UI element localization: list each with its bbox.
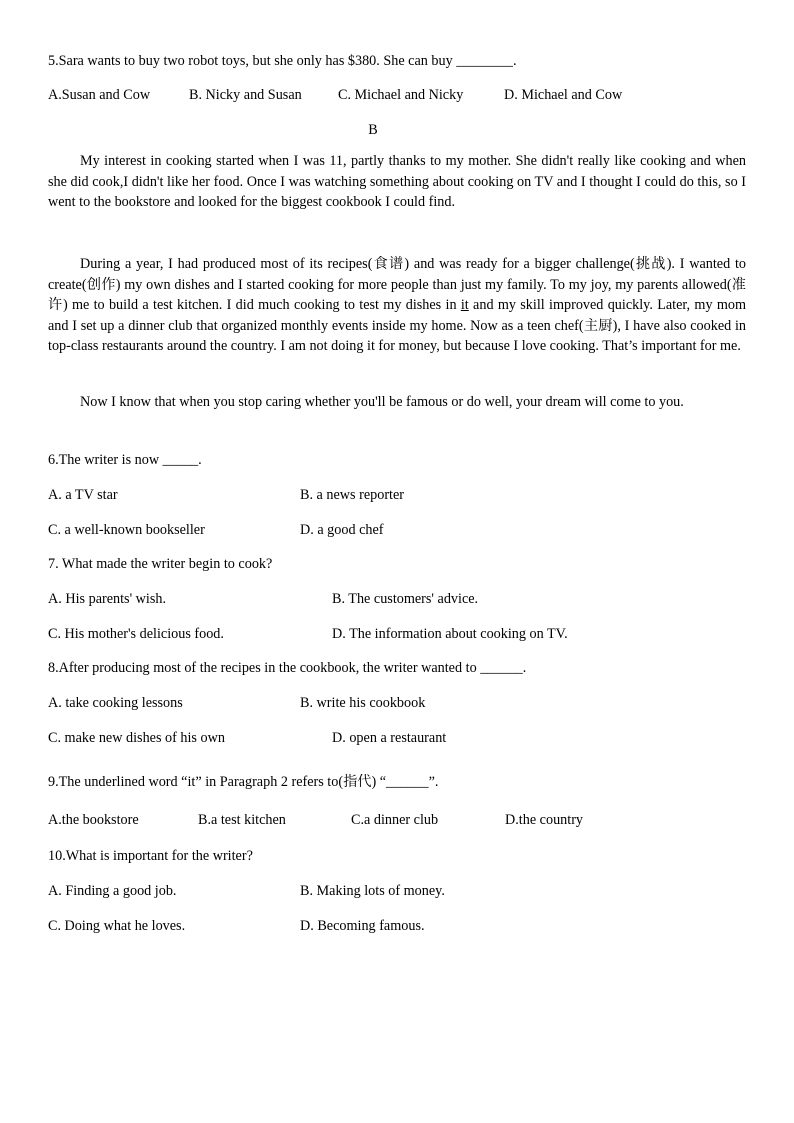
passage-paragraph-3 xyxy=(48,392,746,413)
question-10-option-c: C. Doing what he loves. xyxy=(48,918,186,934)
question-9-option-d: D.the country xyxy=(505,812,584,828)
question-9-option-a: A.the bookstore xyxy=(48,812,139,828)
passage-paragraph-2-text-before: During a year, I had produced most of its recipes(食谱) and was ready for a bigger challenge(挑战). I wanted to create(创作) my own dishes and I started cooking for more people than just my family. To my joy, my parents allowed(准许) me to build a test kitchen. I did much cooking to test my dishes in xyxy=(48,256,746,313)
question-7-option-b: B. The customers' advice. xyxy=(332,591,479,607)
question-7-option-c: C. His mother's delicious food. xyxy=(48,626,224,642)
question-9-option-b: B.a test kitchen xyxy=(198,812,286,828)
question-7-stem: 7. What made the writer begin to cook? xyxy=(48,556,273,572)
question-9-option-c: C.a dinner club xyxy=(351,812,439,828)
question-8-option-c: C. make new dishes of his own xyxy=(48,730,225,746)
question-5-option-a: A.Susan and Cow xyxy=(48,87,151,103)
passage-paragraph-2-text-after: and my skill improved quickly. Later, my mom and I set up a dinner club that organized monthly events inside my home. Now as a teen chef(主厨), I have also cooked in top-class restaurants around the country. I am not doing it for money, but because I love cooking. That’s important for me. xyxy=(48,297,747,354)
question-9-stem: 9.The underlined word “it” in Paragraph 2 refers to(指代) “______”. xyxy=(48,774,439,790)
question-6-option-c: C. a well-known bookseller xyxy=(48,522,205,538)
question-6-option-d: D. a good chef xyxy=(300,522,384,538)
section-heading: B xyxy=(368,122,378,138)
question-8-option-b: B. write his cookbook xyxy=(300,695,426,711)
question-6-option-a: A. a TV star xyxy=(48,487,118,503)
underlined-word: it xyxy=(460,297,469,313)
question-5-option-b: B. Nicky and Susan xyxy=(189,87,302,103)
question-5-option-d: D. Michael and Cow xyxy=(504,87,623,103)
question-7-option-d: D. The information about cooking on TV. xyxy=(332,626,568,642)
question-10-option-d: D. Becoming famous. xyxy=(300,918,425,934)
question-7-option-a: A. His parents' wish. xyxy=(48,591,167,607)
question-5-option-c: C. Michael and Nicky xyxy=(338,87,464,103)
passage-paragraph-2 xyxy=(48,254,746,357)
question-6-option-b: B. a news reporter xyxy=(300,487,405,503)
question-10-option-a: A. Finding a good job. xyxy=(48,883,177,899)
question-8-option-d: D. open a restaurant xyxy=(332,730,447,746)
question-8-option-a: A. take cooking lessons xyxy=(48,695,183,711)
question-5-stem: 5.Sara wants to buy two robot toys, but she only has $380. She can buy ________. xyxy=(48,53,517,69)
question-10-option-b: B. Making lots of money. xyxy=(300,883,445,899)
passage-paragraph-1 xyxy=(48,151,746,213)
question-8-stem: 8.After producing most of the recipes in the cookbook, the writer wanted to ______. xyxy=(48,660,527,676)
question-10-stem: 10.What is important for the writer? xyxy=(48,848,253,864)
passage-paragraph-1-text: My interest in cooking started when I was 11, partly thanks to my mother. She didn't really like cooking and when she did cook,I didn't like her food. Once I was watching something about cooking on TV and I thought I could do this, so I went to the bookstore and looked for the biggest cookbook I could find. xyxy=(48,153,746,210)
passage-paragraph-3-text: Now I know that when you stop caring whether you'll be famous or do well, your dream will come to you. xyxy=(80,394,684,410)
question-6-stem: 6.The writer is now _____. xyxy=(48,452,202,468)
